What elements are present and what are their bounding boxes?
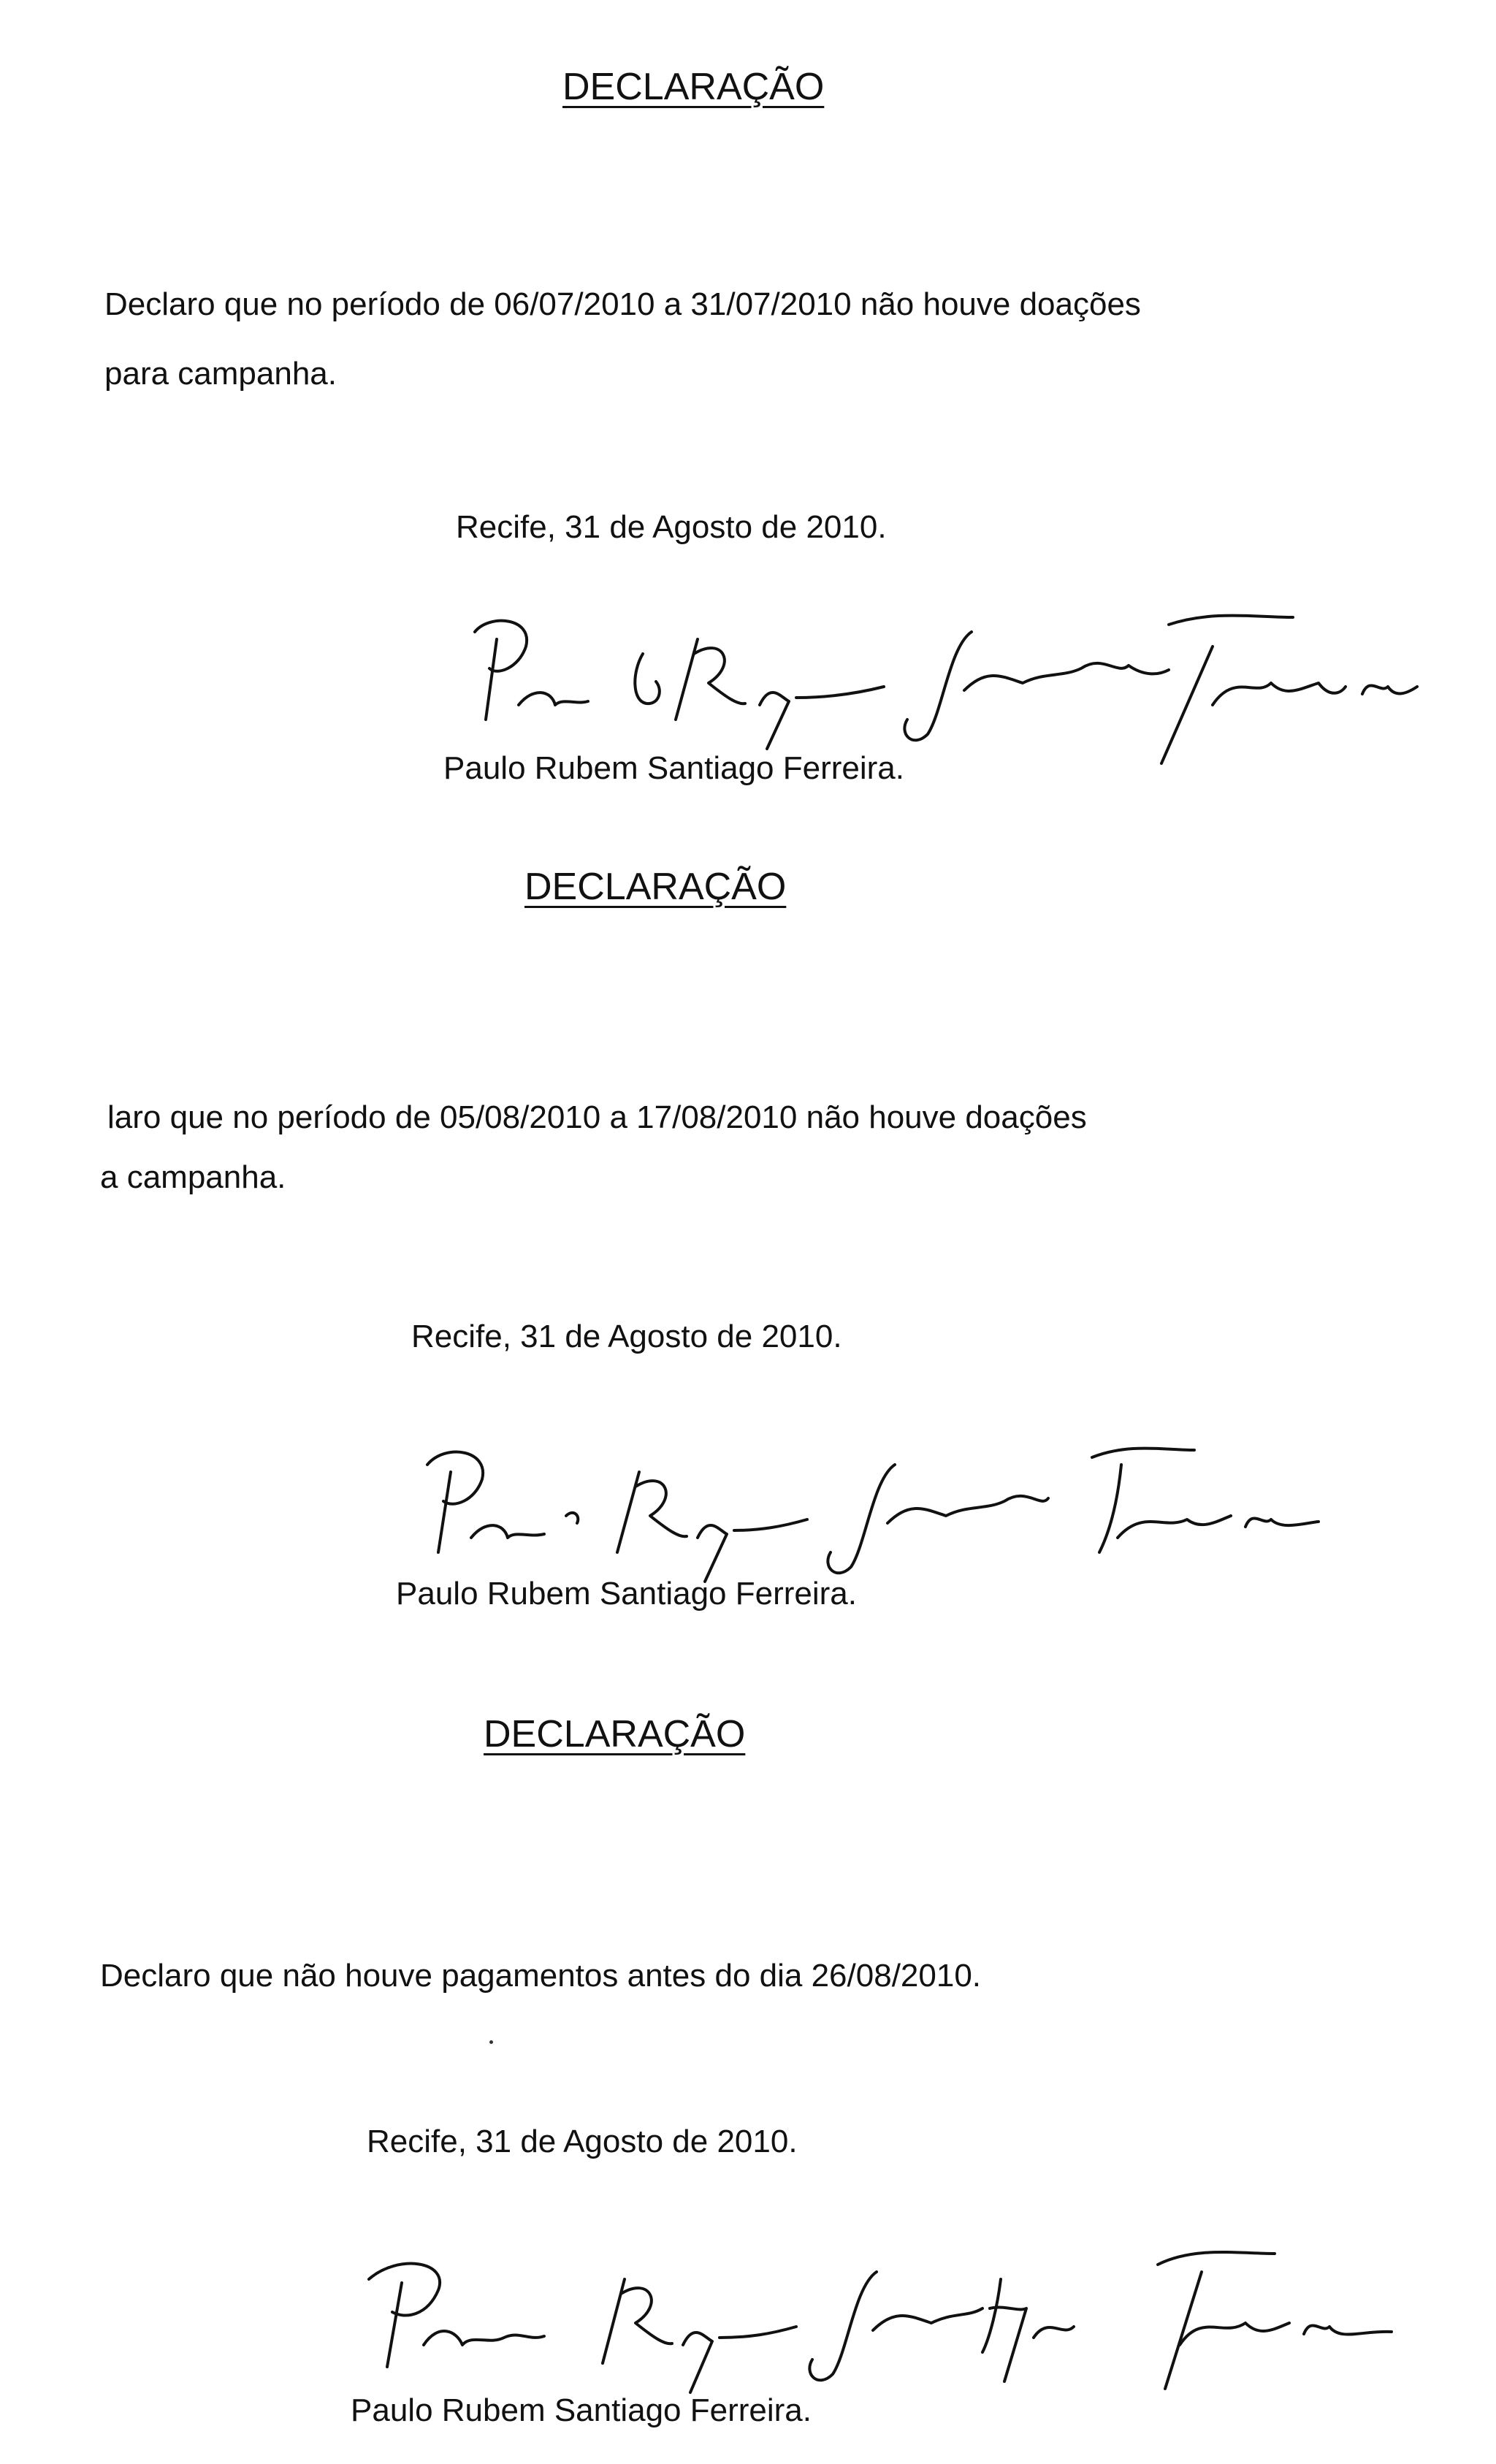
place-date: Recife, 31 de Agosto de 2010. <box>411 1319 842 1354</box>
declaration-title: DECLARAÇÃO <box>562 66 825 108</box>
signature-image <box>398 1428 1348 1585</box>
declaration-text-line-2: para campanha. <box>104 356 337 392</box>
signature-image <box>347 2235 1428 2400</box>
declaration-title: DECLARAÇÃO <box>524 866 787 908</box>
declaration-text-line-1: Declaro que no período de 06/07/2010 a 31/07/2010 não houve doações <box>104 286 1141 322</box>
declaration-title: DECLARAÇÃO <box>484 1713 746 1755</box>
place-date: Recife, 31 de Agosto de 2010. <box>456 509 887 545</box>
signer-name: Paulo Rubem Santiago Ferreira. <box>443 750 904 786</box>
signature-image <box>446 595 1439 767</box>
scan-speck <box>489 2040 493 2044</box>
declaration-text-line-2: a campanha. <box>100 1159 286 1195</box>
declaration-text-line-1: Declaro que não houve pagamentos antes do dia 26/08/2010. <box>100 1958 982 1994</box>
signer-name: Paulo Rubem Santiago Ferreira. <box>351 2392 812 2428</box>
declaration-text-line-1: laro que no período de 05/08/2010 a 17/08/2010 não houve doações <box>107 1099 1087 1135</box>
place-date: Recife, 31 de Agosto de 2010. <box>367 2124 798 2159</box>
signer-name: Paulo Rubem Santiago Ferreira. <box>396 1576 857 1611</box>
